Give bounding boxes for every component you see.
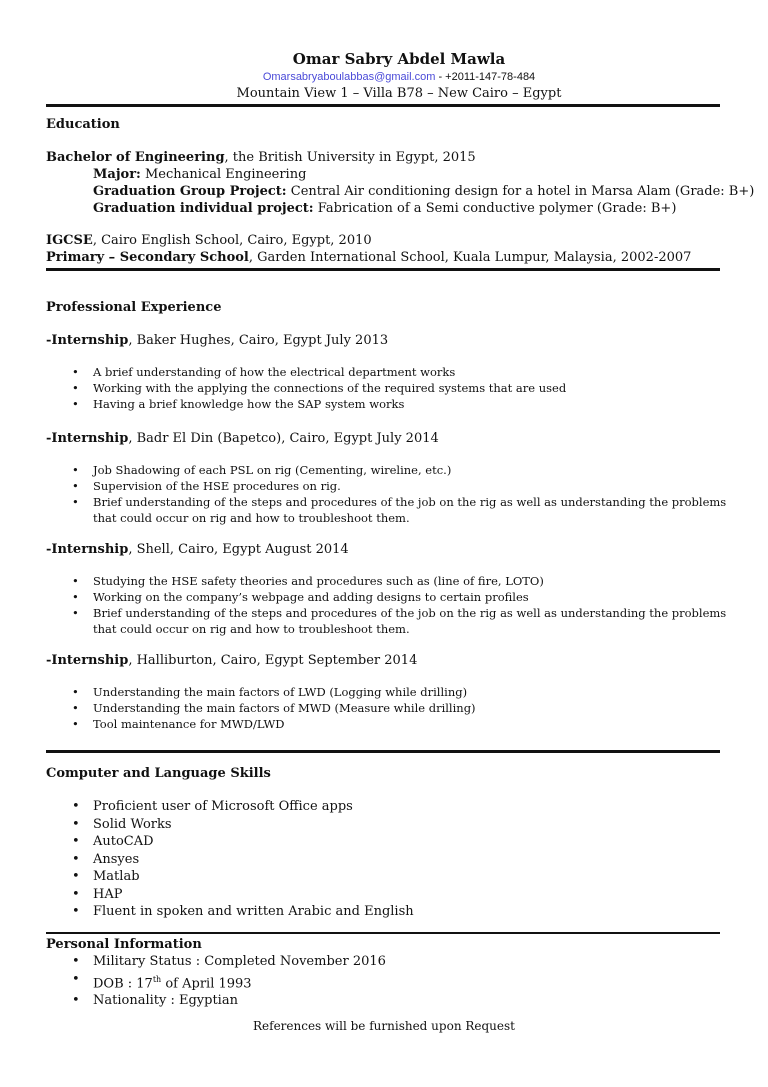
igcse-label: IGCSE	[46, 233, 93, 248]
skills-title: Computer and Language Skills	[46, 766, 271, 781]
list-item: • Working on the company’s webpage and adding designs to certain profiles	[46, 589, 736, 605]
job-entry	[46, 332, 736, 412]
group-project-line	[46, 183, 755, 200]
references-note: References will be furnished upon Request	[252, 1019, 515, 1033]
list-item: • AutoCAD	[46, 833, 736, 851]
primary-school-label: Primary – Secondary School	[46, 250, 249, 265]
resume-header	[0, 50, 768, 102]
list-item: • A brief understanding of how the electrical department works	[46, 364, 736, 380]
group-project-label: Graduation Group Project:	[93, 184, 287, 199]
education-title: Education	[46, 117, 120, 132]
personal-section	[46, 936, 736, 1010]
skills-section	[46, 765, 736, 921]
list-item: • Proficient user of Microsoft Office apps	[46, 798, 736, 816]
list-item: • Fluent in spoken and written Arabic and English	[46, 903, 736, 921]
header-divider	[46, 104, 720, 107]
experience-divider	[46, 750, 720, 753]
list-item: • Having a brief knowledge how the SAP system works	[46, 396, 736, 412]
list-item: • Brief understanding of the steps and procedures of the job on the rig as well as understanding the problems that could occur on rig and how to troubleshoot them.	[46, 494, 736, 526]
list-item: • Working with the applying the connections of the required systems that are used	[46, 380, 736, 396]
job-label: -Internship	[46, 333, 129, 348]
dob-prefix: DOB : 17	[93, 975, 153, 991]
experience-section	[46, 299, 736, 316]
primary-school-details: , Garden International School, Kuala Lumpur, Malaysia, 2002-2007	[248, 250, 692, 265]
job-bullet-list	[46, 364, 736, 412]
experience-title: Professional Experience	[46, 300, 222, 315]
job-heading	[46, 652, 736, 669]
job-details: , Halliburton, Cairo, Egypt September 2014	[128, 653, 418, 668]
skills-divider	[46, 932, 720, 934]
list-item: • Matlab	[46, 868, 736, 886]
dob-suffix: of April 1993	[161, 975, 252, 991]
job-entry	[46, 541, 736, 637]
list-item: • Ansyes	[46, 851, 736, 869]
job-details: , Shell, Cairo, Egypt August 2014	[128, 542, 349, 557]
job-label: -Internship	[46, 653, 129, 668]
education-divider	[46, 268, 720, 271]
candidate-name: Omar Sabry Abdel Mawla	[292, 50, 506, 68]
education-section	[46, 116, 755, 266]
job-heading	[46, 430, 736, 447]
list-item: • Brief understanding of the steps and procedures of the job on the rig as well as understanding the problems that could occur on rig and how to troubleshoot them.	[46, 605, 736, 637]
individual-project-label: Graduation individual project:	[93, 201, 314, 216]
contact-line	[30, 69, 768, 85]
degree-details: , the British University in Egypt, 2015	[224, 150, 476, 165]
job-details: , Baker Hughes, Cairo, Egypt July 2013	[128, 333, 389, 348]
list-item: • Studying the HSE safety theories and procedures such as (line of fire, LOTO)	[46, 573, 736, 589]
degree-line	[46, 149, 736, 166]
job-bullet-list	[46, 573, 736, 637]
list-item: • Military Status : Completed November 2016	[46, 953, 736, 971]
job-bullet-list	[46, 684, 736, 732]
list-item	[46, 971, 736, 993]
list-item: • HAP	[46, 886, 736, 904]
igcse-details: , Cairo English School, Cairo, Egypt, 2010	[92, 233, 372, 248]
list-item: • Job Shadowing of each PSL on rig (Cementing, wireline, etc.)	[46, 462, 736, 478]
igcse-line	[46, 232, 736, 249]
skills-list	[46, 798, 736, 921]
home-address: Mountain View 1 – Villa B78 – New Cairo – Egypt	[236, 86, 562, 101]
major-value: Mechanical Engineering	[140, 167, 307, 182]
major-line	[46, 166, 736, 183]
job-heading	[46, 332, 736, 349]
list-item: • Nationality : Egyptian	[46, 992, 736, 1010]
job-label: -Internship	[46, 431, 129, 446]
list-item: • Supervision of the HSE procedures on rig.	[46, 478, 736, 494]
job-details: , Badr El Din (Bapetco), Cairo, Egypt July 2014	[128, 431, 439, 446]
primary-school-line	[46, 249, 736, 266]
personal-list	[46, 953, 736, 1010]
list-item: • Tool maintenance for MWD/LWD	[46, 716, 736, 732]
job-label: -Internship	[46, 542, 129, 557]
list-item: • Understanding the main factors of LWD (Logging while drilling)	[46, 684, 736, 700]
job-entry	[46, 430, 736, 526]
personal-title: Personal Information	[46, 937, 202, 952]
job-bullet-list	[46, 462, 736, 526]
degree-label: Bachelor of Engineering	[46, 150, 225, 165]
email-link[interactable]: Omarsabryaboulabbas@gmail.com	[262, 71, 436, 83]
phone-number: - +2011-147-78-484	[435, 71, 536, 83]
job-heading	[46, 541, 736, 558]
list-item: • Understanding the main factors of MWD (Measure while drilling)	[46, 700, 736, 716]
list-item: • Solid Works	[46, 816, 736, 834]
major-label: Major:	[93, 167, 141, 182]
dob-ordinal: th	[152, 974, 162, 984]
individual-project-line	[46, 200, 736, 217]
group-project-value: Central Air conditioning design for a hotel in Marsa Alam (Grade: B+)	[286, 184, 755, 199]
job-entry	[46, 652, 736, 732]
individual-project-value: Fabrication of a Semi conductive polymer (Grade: B+)	[313, 201, 677, 216]
